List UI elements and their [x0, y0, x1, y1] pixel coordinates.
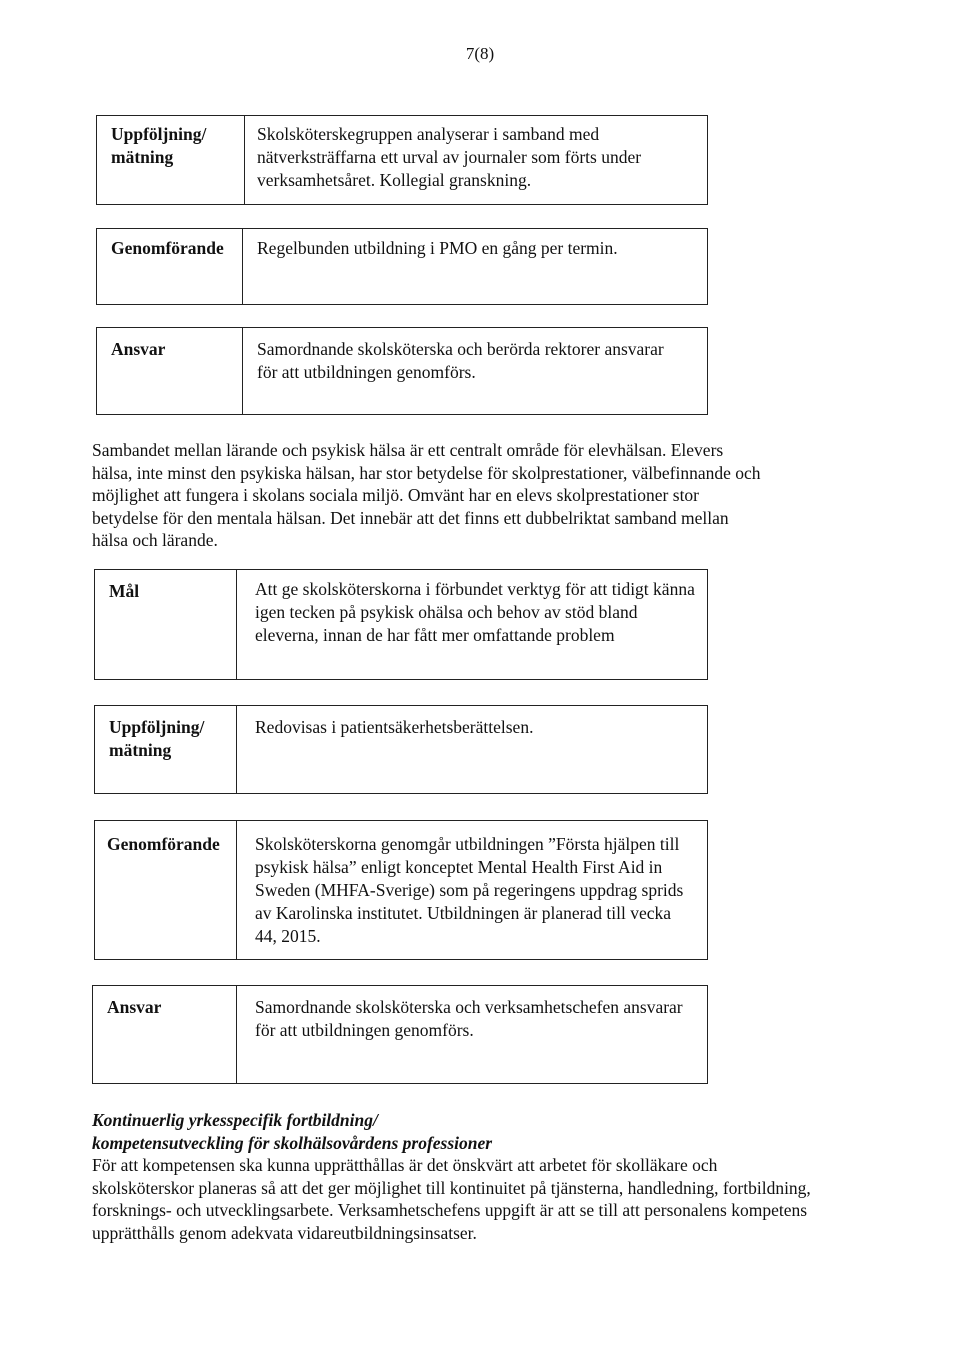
box-divider — [242, 228, 243, 305]
implementation-label: Genomförande — [111, 238, 224, 258]
responsibility-label: Ansvar — [111, 339, 166, 359]
responsibility-text: Samordnande skolsköterska och berörda rektorer ansvarar för att utbildningen genomförs. — [257, 339, 664, 382]
training-heading-line2: kompetensutveckling för skolhälsovårdens professioner — [92, 1132, 493, 1153]
box-divider — [244, 115, 245, 205]
training-section — [92, 1109, 812, 1244]
responsibility-box-bottom — [92, 985, 708, 1084]
box-divider — [236, 569, 237, 680]
responsibility-box-top — [96, 327, 708, 415]
implementation-text: Regelbunden utbildning i PMO en gång per termin. — [257, 238, 618, 258]
goal-label: Mål — [109, 581, 140, 601]
followup-box-bottom — [94, 705, 708, 794]
training-paragraph: För att kompetensen ska kunna upprätthållas är det önskvärt att arbetet för skolläkare och skolsköterskor planeras så att det ger möjlighet till kontinuitet på tjänsterna, handledning, fortbildning, forsknings- och utvecklingsarbete. Verksamhetschefens uppgift är att se till att personalens kompetens upprätthålls genom adekvata vidareutbildningsinsatser. — [92, 1155, 811, 1243]
goal-text: Att ge skolsköterskorna i förbundet verktyg för att tidigt känna igen tecken på psykisk ohälsa och behov av stöd bland eleverna, innan de har fått mer omfattande problem — [255, 579, 695, 645]
responsibility-text: Samordnande skolsköterska och verksamhetschefen ansvarar för att utbildningen genomförs. — [255, 997, 683, 1040]
box-divider — [236, 705, 237, 794]
followup-text: Redovisas i patientsäkerhetsberättelsen. — [255, 717, 534, 737]
followup-box-top — [96, 115, 708, 205]
health-paragraph: Sambandet mellan lärande och psykisk hälsa är ett centralt område för elevhälsan. Elevers hälsa, inte minst den psykiska hälsan, har stor betydelse för skolprestationer, välbefinnande och möjlighet att fungera i skolans sociala miljö. Omvänt har en elevs skolprestationer stor betydelse för den mentala hälsan. Det innebär att det finns ett dubbelriktat samband mellan hälsa och lärande. — [92, 440, 761, 550]
implementation-box-top — [96, 228, 708, 305]
box-divider — [236, 985, 237, 1084]
followup-label: Uppföljning/ mätning — [109, 717, 205, 760]
page-number: 7(8) — [465, 44, 495, 63]
responsibility-label: Ansvar — [107, 997, 162, 1017]
implementation-box-bottom — [94, 820, 708, 960]
implementation-text: Skolsköterskorna genomgår utbildningen ”Första hjälpen till psykisk hälsa” enligt konceptet Mental Health First Aid in Sweden (MHFA-Sverige) som på regeringens uppdrag sprids av Karolinska institutet. Utbildningen är planerad till vecka 44, 2015. — [255, 834, 684, 946]
followup-text: Skolsköterskegruppen analyserar i samband med nätverksträffarna ett urval av journaler som förts under verksamhetsåret. Kollegial granskning. — [257, 124, 642, 190]
box-divider — [242, 327, 243, 415]
training-heading-line1: Kontinuerlig yrkesspecifik fortbildning/ — [92, 1110, 378, 1130]
followup-label: Uppföljning/ mätning — [111, 124, 207, 167]
implementation-label: Genomförande — [107, 834, 220, 854]
goal-box — [94, 569, 708, 680]
